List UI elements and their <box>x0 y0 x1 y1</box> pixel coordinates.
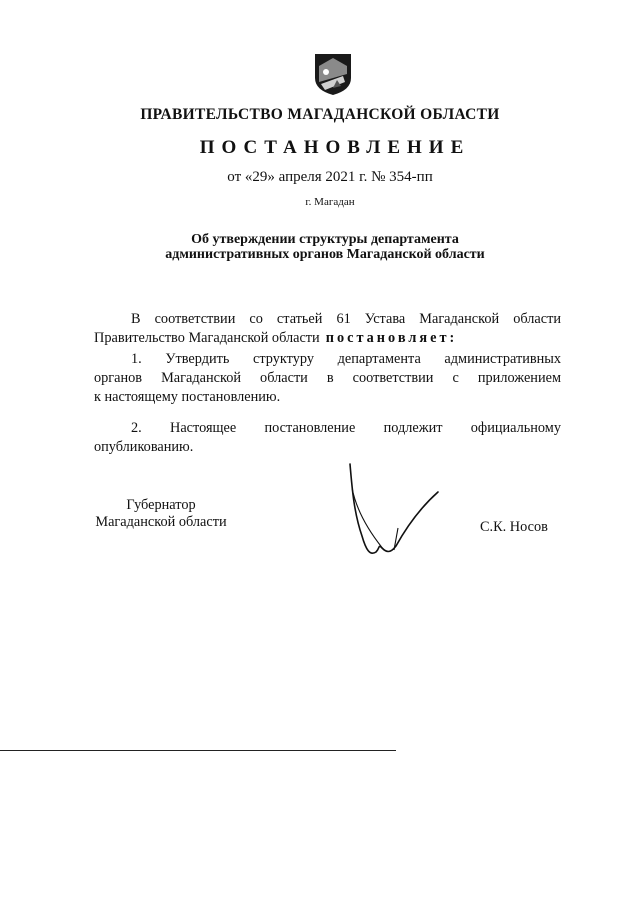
item-2-line-2: опубликованию. <box>94 439 194 455</box>
signer-title-line-1: Губернатор <box>126 497 196 513</box>
subject-line-1: Об утверждении структуры департамента <box>191 232 459 247</box>
document-city: г. Магадан <box>305 196 355 208</box>
item-1-line-2: органов Магаданской области в соответствии с приложением <box>94 370 561 386</box>
handwritten-signature-icon <box>340 458 450 568</box>
document-type: ПОСТАНОВЛЕНИЕ <box>199 137 471 158</box>
bottom-divider <box>0 750 396 751</box>
signer-title-line-2: Магаданской области <box>95 514 227 530</box>
item-1-line-3: к настоящему постановлению. <box>94 389 281 405</box>
document-subject <box>0 232 640 262</box>
resolution-verb: постановляет: <box>325 330 458 346</box>
item-1-line-1: 1. Утвердить структуру департамента административных <box>131 351 561 367</box>
government-name: ПРАВИТЕЛЬСТВО МАГАДАНСКОЙ ОБЛАСТИ <box>140 106 500 123</box>
item-2-line-1: 2. Настоящее постановление подлежит официальному <box>131 420 561 436</box>
signer-title <box>94 497 228 531</box>
preamble-subject: Правительство Магаданской области <box>94 330 320 346</box>
document-date-number: от «29» апреля 2021 г. № 354-пп <box>227 169 433 185</box>
signer-name: С.К. Носов <box>480 519 548 535</box>
coat-of-arms-icon <box>313 52 353 96</box>
preamble-line-2 <box>94 329 534 348</box>
preamble-line-1: В соответствии со статьей 61 Устава Магаданской области <box>131 311 561 327</box>
subject-line-2: административных органов Магаданской области <box>165 247 485 262</box>
